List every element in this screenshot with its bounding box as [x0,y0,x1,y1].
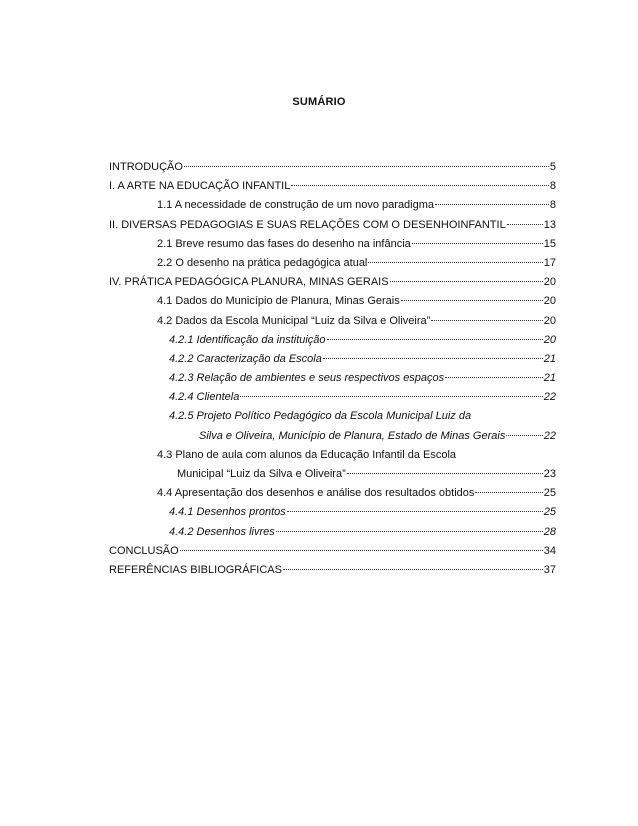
toc-entry-label: CONCLUSÃO [109,544,179,557]
toc-entry-page: 15 [543,237,556,250]
toc-entry-page: 22 [543,429,556,442]
toc-entry [109,369,556,388]
toc-entry [109,196,556,215]
toc-entry-label: 4.2.4 Clientela [169,391,240,404]
toc-entry-page: 34 [543,544,556,557]
toc-entry [109,427,556,446]
toc-entry-label: I. A ARTE NA EDUCAÇÃO INFANTIL [109,180,291,193]
toc-entry [109,177,556,196]
toc-entry-page: 8 [549,180,556,193]
toc-entry-label: REFERÊNCIAS BIBLIOGRÁFICAS [109,563,282,576]
toc-entry-label: 4.1 Dados do Município de Planura, Minas Gerais [157,295,400,308]
toc-entry [109,523,556,542]
toc-entry [109,273,556,292]
toc-entry-page: 20 [543,295,556,308]
toc-entry [109,312,556,331]
toc-entry-label: II. DIVERSAS PEDAGOGIAS E SUAS RELAÇÕES COM O DESENHOINFANTIL [109,218,506,231]
toc-entry-first-line: 4.3 Plano de aula com alunos da Educação Infantil da Escola [157,448,457,461]
toc-entry-page: 37 [543,563,556,576]
toc-entry-page: 20 [543,333,556,346]
toc-entry [109,561,556,580]
toc-entry [109,235,556,254]
toc-entry-page: 20 [543,276,556,289]
toc-entry-label: 4.2.1 Identificação da instituição [169,333,326,346]
toc-entry [109,292,556,311]
toc-entry-page: 21 [543,372,556,385]
toc-entry-label: Silva e Oliveira, Município de Planura, Estado de Minas Gerais [199,429,506,442]
toc-entry [109,503,556,522]
toc-entry [109,350,556,369]
toc-entry [109,331,556,350]
toc-entry [109,484,556,503]
toc-entry-page: 13 [543,218,556,231]
table-of-contents [109,158,556,580]
toc-entry-page: 22 [543,391,556,404]
toc-entry-label: Municipal “Luiz da Silva e Oliveira” [177,468,346,480]
toc-entry-label: 4.4.1 Desenhos prontos [169,506,286,519]
toc-entry-label: INTRODUÇÃO [109,161,183,173]
toc-entry-page: 21 [543,352,556,365]
toc-entry-first-line: 4.2.5 Projeto Político Pedagógico da Escola Municipal Luiz da [169,410,472,423]
toc-entry-page: 23 [543,468,556,480]
toc-entry-label: 2.1 Breve resumo das fases do desenho na infância [157,237,411,250]
toc-entry [109,388,556,407]
page-title: SUMÁRIO [292,96,346,108]
toc-entry-label: 4.2.3 Relação de ambientes e seus respectivos espaços [169,372,445,385]
toc-entry-page: 28 [543,525,556,538]
toc-entry-label: 2.2 O desenho na prática pedagógica atual [157,256,368,269]
toc-entry-label: 4.4 Apresentação dos desenhos e análise dos resultados obtidos [157,487,475,500]
toc-entry [109,216,556,235]
toc-entry [109,542,556,561]
toc-entry-label: 4.2.2 Caracterização da Escola [169,352,322,365]
toc-entry [109,158,556,177]
toc-entry-page: 25 [543,506,556,519]
toc-entry-label: 1.1 A necessidade de construção de um novo paradigma [157,199,435,212]
toc-entry-label: IV. PRÁTICA PEDAGÓGICA PLANURA, MINAS GERAIS [109,276,389,289]
toc-entry-page: 5 [549,161,556,173]
toc-entry-page: 17 [543,256,556,269]
toc-entry [109,254,556,273]
toc-entry-page: 20 [543,314,556,327]
toc-entry [109,465,556,484]
toc-entry-label: 4.2 Dados da Escola Municipal “Luiz da Silva e Oliveira” [157,314,431,327]
toc-entry-page: 8 [549,199,556,212]
toc-entry-label: 4.4.2 Desenhos livres [169,525,275,538]
toc-entry-page: 25 [543,487,556,500]
